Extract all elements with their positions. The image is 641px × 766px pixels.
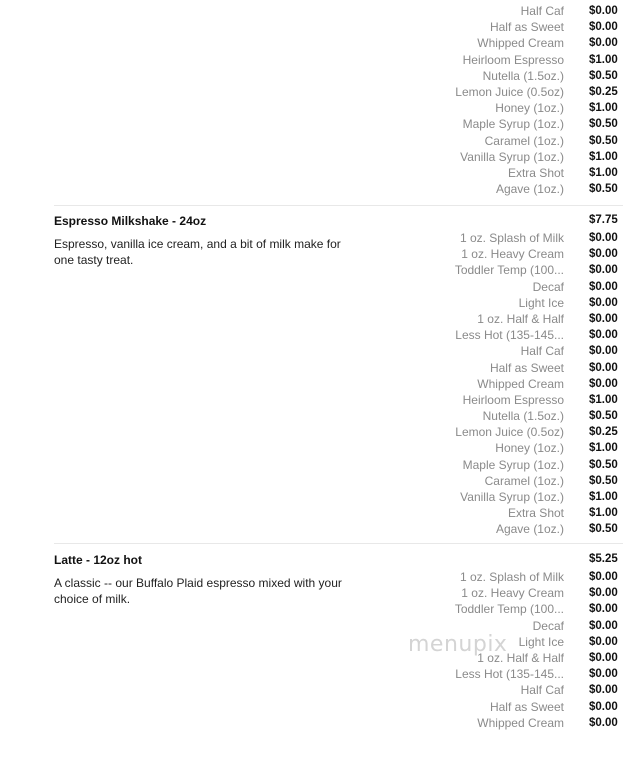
option-name: Toddler Temp (100... <box>454 263 564 278</box>
option-row <box>0 262 641 278</box>
option-row <box>0 424 641 440</box>
option-price: $0.00 <box>589 312 618 325</box>
option-name: Nutella (1.5oz.) <box>482 409 564 424</box>
option-row <box>0 601 641 617</box>
options-list <box>0 3 641 197</box>
option-name: Lemon Juice (0.5oz) <box>455 425 564 440</box>
option-row <box>0 149 641 165</box>
option-row <box>0 682 641 698</box>
option-price: $0.00 <box>589 619 618 632</box>
option-name: Maple Syrup (1oz.) <box>462 117 564 132</box>
option-row <box>0 408 641 424</box>
option-row <box>0 505 641 521</box>
option-name: Half as Sweet <box>489 699 564 714</box>
option-price: $1.00 <box>589 393 618 406</box>
item-description: Espresso, vanilla ice cream, and a bit of milk make for one tasty treat. <box>54 237 341 267</box>
option-row <box>0 100 641 116</box>
option-name: Toddler Temp (100... <box>454 602 564 617</box>
option-price: $0.25 <box>589 426 618 439</box>
option-price: $0.00 <box>589 5 618 17</box>
option-name: Half Caf <box>520 683 564 698</box>
option-row <box>0 489 641 505</box>
menu-item-latte <box>0 546 641 766</box>
option-name: Whipped Cream <box>477 715 564 730</box>
option-name: Whipped Cream <box>477 36 564 51</box>
option-name: Extra Shot <box>507 165 564 180</box>
option-name: Caramel (1oz.) <box>484 133 564 148</box>
option-price: $0.50 <box>589 458 618 471</box>
option-name: Half as Sweet <box>489 360 564 375</box>
option-price: $1.00 <box>589 102 618 115</box>
option-name: Heirloom Espresso <box>462 392 564 407</box>
option-name: 1 oz. Half & Half <box>477 650 564 665</box>
option-name: 1 oz. Heavy Cream <box>461 586 564 601</box>
option-price: $0.00 <box>589 635 618 648</box>
option-name: Half Caf <box>520 344 564 359</box>
option-row <box>0 246 641 262</box>
option-name: 1 oz. Half & Half <box>477 311 564 326</box>
option-row <box>0 521 641 537</box>
option-row <box>0 618 641 634</box>
option-name: Less Hot (135-145... <box>455 667 564 682</box>
divider <box>54 543 623 544</box>
option-price: $0.00 <box>589 571 618 583</box>
option-name: Agave (1oz.) <box>495 182 564 197</box>
option-price: $0.00 <box>589 700 618 713</box>
option-price: $0.25 <box>589 85 618 98</box>
option-price: $1.00 <box>589 166 618 179</box>
option-name: Heirloom Espresso <box>462 52 564 67</box>
option-price: $1.00 <box>589 507 618 520</box>
watermark-logo: menupix <box>408 632 508 657</box>
option-name: Half Caf <box>520 4 564 18</box>
item-title: Espresso Milkshake - 24oz <box>54 214 207 228</box>
option-row <box>0 327 641 343</box>
option-row <box>0 133 641 149</box>
option-price: $0.00 <box>589 232 618 244</box>
item-description: A classic -- our Buffalo Plaid espresso mixed with your choice of milk. <box>54 576 342 606</box>
option-price: $0.00 <box>589 280 618 293</box>
option-price: $0.00 <box>589 668 618 681</box>
option-price: $0.00 <box>589 296 618 309</box>
option-row <box>0 343 641 359</box>
option-name: Whipped Cream <box>477 376 564 391</box>
option-row <box>0 440 641 456</box>
option-price: $0.00 <box>589 248 618 261</box>
option-price: $0.50 <box>589 474 618 487</box>
option-row <box>0 181 641 197</box>
option-price: $0.00 <box>589 716 618 729</box>
option-row <box>0 650 641 666</box>
option-name: Caramel (1oz.) <box>484 473 564 488</box>
item-title: Latte - 12oz hot <box>54 553 143 567</box>
option-price: $0.50 <box>589 523 618 536</box>
option-name: Honey (1oz.) <box>495 441 564 456</box>
option-name: Decaf <box>532 279 564 294</box>
option-price: $0.50 <box>589 134 618 147</box>
option-row <box>0 473 641 489</box>
option-price: $0.50 <box>589 410 618 423</box>
option-name: 1 oz. Splash of Milk <box>459 570 564 584</box>
option-price: $0.00 <box>589 345 618 358</box>
option-name: Light Ice <box>518 295 564 310</box>
option-row <box>0 116 641 132</box>
menu-item-espresso-milkshake <box>0 206 641 546</box>
option-row <box>0 68 641 84</box>
option-row <box>0 634 641 650</box>
option-price: $1.00 <box>589 491 618 503</box>
option-row <box>0 3 641 19</box>
menu-item-continued <box>0 0 641 206</box>
option-name: Nutella (1.5oz.) <box>482 68 564 83</box>
option-name: 1 oz. Splash of Milk <box>459 231 564 245</box>
option-row <box>0 699 641 715</box>
option-price: $0.00 <box>589 651 618 664</box>
option-price: $0.00 <box>589 37 618 50</box>
option-row <box>0 230 641 246</box>
option-row <box>0 360 641 376</box>
option-price: $0.00 <box>589 603 618 616</box>
option-name: Maple Syrup (1oz.) <box>462 457 564 472</box>
option-price: $0.00 <box>589 21 618 34</box>
option-row <box>0 295 641 311</box>
option-price: $0.50 <box>589 118 618 131</box>
option-row <box>0 715 641 731</box>
option-price: $1.00 <box>589 442 618 455</box>
option-row <box>0 569 641 585</box>
option-name: Agave (1oz.) <box>495 522 564 537</box>
option-name: Vanilla Syrup (1oz.) <box>460 149 564 164</box>
option-price: $0.00 <box>589 329 618 342</box>
item-base-price: $7.75 <box>589 214 618 226</box>
option-name: Light Ice <box>518 634 564 649</box>
option-row <box>0 19 641 35</box>
option-price: $0.00 <box>589 587 618 600</box>
option-row <box>0 666 641 682</box>
option-name: Lemon Juice (0.5oz) <box>455 84 564 99</box>
option-name: Honey (1oz.) <box>495 101 564 116</box>
option-row <box>0 35 641 51</box>
option-price: $0.00 <box>589 684 618 697</box>
option-price: $0.00 <box>589 377 618 390</box>
option-row <box>0 392 641 408</box>
option-name: Extra Shot <box>507 506 564 521</box>
item-base-price: $5.25 <box>589 553 618 565</box>
option-name: Half as Sweet <box>489 20 564 35</box>
option-name: 1 oz. Heavy Cream <box>461 247 564 262</box>
options-list <box>0 569 641 731</box>
option-row <box>0 84 641 100</box>
option-price: $0.50 <box>589 183 618 196</box>
option-row <box>0 52 641 68</box>
option-price: $1.00 <box>589 150 618 163</box>
option-price: $1.00 <box>589 53 618 66</box>
option-price: $0.50 <box>589 69 618 82</box>
option-row <box>0 311 641 327</box>
option-price: $0.00 <box>589 361 618 374</box>
option-row <box>0 376 641 392</box>
option-row <box>0 457 641 473</box>
option-row <box>0 279 641 295</box>
option-name: Decaf <box>532 618 564 633</box>
option-name: Vanilla Syrup (1oz.) <box>460 490 564 504</box>
option-row <box>0 585 641 601</box>
option-name: Less Hot (135-145... <box>455 328 564 343</box>
option-row <box>0 165 641 181</box>
options-list <box>0 230 641 538</box>
option-price: $0.00 <box>589 264 618 277</box>
